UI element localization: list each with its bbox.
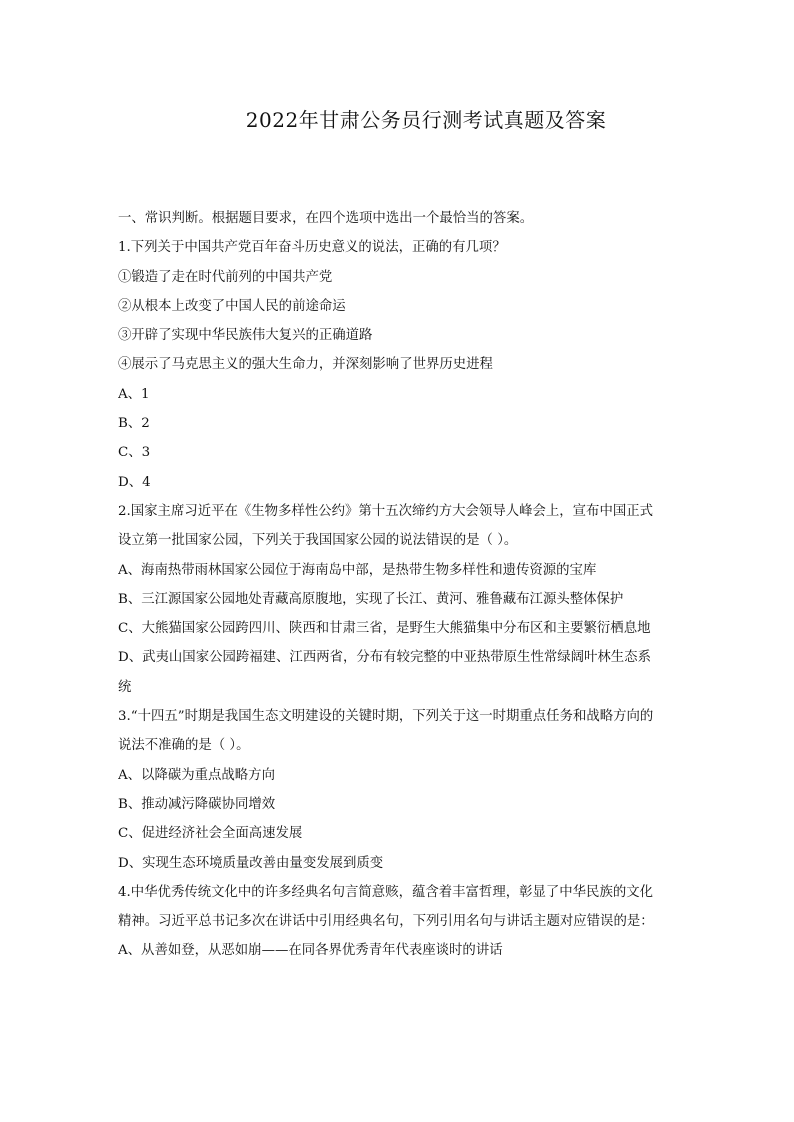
question-2-stem: 2.国家主席习近平在《生物多样性公约》第十五次缔约方大会领导人峰会上，宣布中国正式 xyxy=(118,503,654,519)
question-3-option: D、实现生态环境质量改善由量变发展到质变 xyxy=(118,855,384,871)
question-1-option: C、3 xyxy=(118,445,151,461)
question-2-option: B、三江源国家公园地处青藏高原腹地，实现了长江、黄河、雅鲁藏布江源头整体保护 xyxy=(118,591,624,607)
question-3-stem: 3.“十四五”时期是我国生态文明建设的关键时期，下列关于这一时期重点任务和战略方向的 xyxy=(118,709,654,725)
question-3-option: C、促进经济社会全面高速发展 xyxy=(118,826,303,842)
question-2-option-continued: 统 xyxy=(118,679,132,695)
question-2-option: C、大熊猫国家公园跨四川、陕西和甘肃三省，是野生大熊猫集中分布区和主要繁衍栖息地 xyxy=(118,621,651,637)
question-4-option: A、从善如登，从恶如崩——在同各界优秀青年代表座谈时的讲话 xyxy=(118,943,503,959)
question-4-stem: 精神。习近平总书记多次在讲话中引用经典名句，下列引用名句与讲话主题对应错误的是： xyxy=(118,914,654,930)
question-1-option: A、1 xyxy=(118,386,150,402)
question-2-option: D、武夷山国家公园跨福建、江西两省，分布有较完整的中亚热带原生性常绿阔叶林生态系 xyxy=(118,650,651,666)
question-1-statement: ①锻造了走在时代前列的中国共产党 xyxy=(118,269,333,285)
question-1-option: D、4 xyxy=(118,474,151,490)
question-3-option: A、以降碳为重点战略方向 xyxy=(118,767,275,783)
document-body xyxy=(118,204,698,966)
section-heading: 一、常识判断。根据题目要求，在四个选项中选出一个最恰当的答案。 xyxy=(118,211,534,226)
question-1-statement: ③开辟了实现中华民族伟大复兴的正确道路 xyxy=(118,328,373,344)
question-1-statement: ②从根本上改变了中国人民的前途命运 xyxy=(118,298,346,314)
question-2-option: A、海南热带雨林国家公园位于海南岛中部，是热带生物多样性和遗传资源的宝库 xyxy=(118,562,597,578)
question-4-stem: 4.中华优秀传统文化中的许多经典名句言简意赅，蕴含着丰富哲理，彰显了中华民族的文化 xyxy=(118,884,654,900)
question-2-stem: 设立第一批国家公园，下列关于我国国家公园的说法错误的是（ ）。 xyxy=(118,533,518,549)
question-3-option: B、推动减污降碳协同增效 xyxy=(118,796,276,812)
question-3-stem: 说法不准确的是（ ）。 xyxy=(118,738,250,754)
document-title: 2022年甘肃公务员行测考试真题及答案 xyxy=(245,108,607,132)
question-1-stem: 1.下列关于中国共产党百年奋斗历史意义的说法，正确的有几项？ xyxy=(118,240,506,256)
question-1-statement: ④展示了马克思主义的强大生命力，并深刻影响了世界历史进程 xyxy=(118,357,493,373)
question-1-option: B、2 xyxy=(118,416,150,432)
